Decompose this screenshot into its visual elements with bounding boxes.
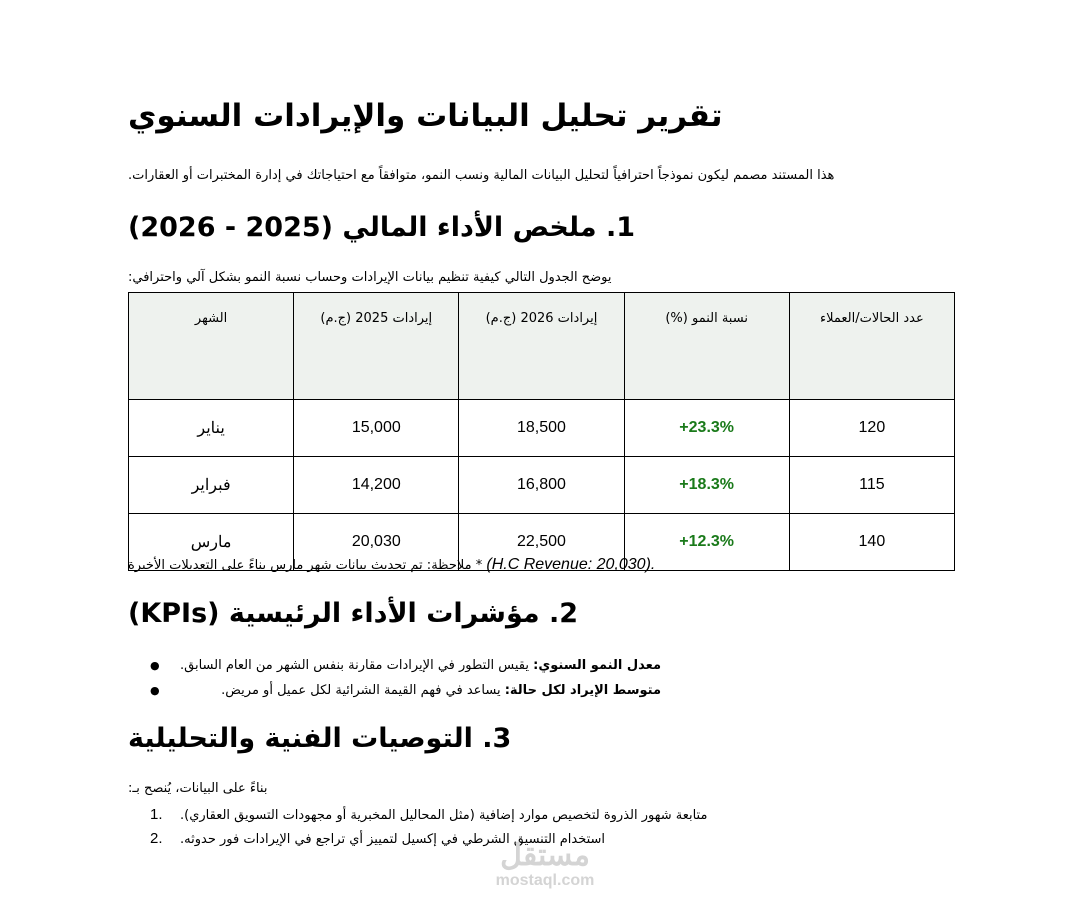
recommendations-intro: بناءً على البيانات، يُنصح بـ: <box>128 781 268 796</box>
document-title: تقرير تحليل البيانات والإيرادات السنوي <box>128 98 723 134</box>
cell-month: فبراير <box>129 457 294 514</box>
kpi-text: يساعد في فهم القيمة الشرائية لكل عميل أو مريض. <box>221 683 505 698</box>
cell-growth: +23.3% <box>624 400 789 457</box>
cell-rev2025: 20,030 <box>294 514 459 571</box>
recommendations-list <box>150 805 707 853</box>
note-text: * ملاحظة: تم تحديث بيانات شهر مارس بناءً على التعديلات الأخيرة <box>128 558 483 573</box>
kpi-text: يقيس التطور في الإيرادات مقارنة بنفس الشهر من العام السابق. <box>180 658 534 673</box>
list-item <box>150 805 707 829</box>
cell-growth: +18.3% <box>624 457 789 514</box>
list-item <box>150 829 707 853</box>
cell-growth: +12.3% <box>624 514 789 571</box>
watermark-url: mostaql.com <box>495 872 595 889</box>
watermark-logo: مستقل <box>500 839 590 872</box>
cell-month: يناير <box>129 400 294 457</box>
table-header-row <box>129 293 955 400</box>
cell-rev2026: 22,500 <box>459 514 624 571</box>
table-row <box>129 457 955 514</box>
section2-heading: 2. مؤشرات الأداء الرئيسية (KPIs) <box>128 598 579 629</box>
header-month: الشهر <box>129 293 294 400</box>
cell-rev2026: 18,500 <box>459 400 624 457</box>
cell-cases: 140 <box>789 514 954 571</box>
header-cases: عدد الحالات/العملاء <box>789 293 954 400</box>
kpi-label: متوسط الإيراد لكل حالة: <box>504 683 661 698</box>
header-rev2026: إيرادات 2026 (ج.م) <box>459 293 624 400</box>
cell-rev2026: 16,800 <box>459 457 624 514</box>
document-intro: هذا المستند مصمم ليكون نموذجاً احترافياً لتحليل البيانات المالية ونسب النمو، متوافقاً مع احتياجاتك في إدارة المختبرات أو العقارات. <box>128 168 835 183</box>
item-text: استخدام التنسيق الشرطي في إكسيل لتمييز أي تراجع في الإيرادات فور حدوثه. <box>180 832 606 847</box>
item-text: متابعة شهور الذروة لتخصيص موارد إضافية (مثل المحاليل المخبرية أو مجهودات التسويق العقاري). <box>180 808 708 823</box>
cell-cases: 120 <box>789 400 954 457</box>
section3-heading: 3. التوصيات الفنية والتحليلية <box>128 723 512 754</box>
table-row <box>129 400 955 457</box>
revenue-table <box>128 292 955 571</box>
table-intro: يوضح الجدول التالي كيفية تنظيم بيانات الإيرادات وحساب نسبة النمو بشكل آلي واحترافي: <box>128 270 612 285</box>
header-rev2025: إيرادات 2025 (ج.م) <box>294 293 459 400</box>
table-note <box>128 556 655 574</box>
watermark <box>470 840 620 890</box>
list-item <box>150 656 661 681</box>
kpi-label: معدل النمو السنوي: <box>533 658 661 673</box>
cell-rev2025: 14,200 <box>294 457 459 514</box>
header-growth: نسبة النمو (%) <box>624 293 789 400</box>
list-item <box>150 681 661 706</box>
section1-heading: 1. ملخص الأداء المالي (2025 - 2026) <box>128 212 636 243</box>
note-italic: (H.C Revenue: 20,030). <box>486 556 656 573</box>
cell-rev2025: 15,000 <box>294 400 459 457</box>
item-number: 2. <box>150 830 163 847</box>
cell-cases: 115 <box>789 457 954 514</box>
kpi-list <box>150 656 661 706</box>
item-number: 1. <box>150 806 163 823</box>
cell-month: مارس <box>129 514 294 571</box>
